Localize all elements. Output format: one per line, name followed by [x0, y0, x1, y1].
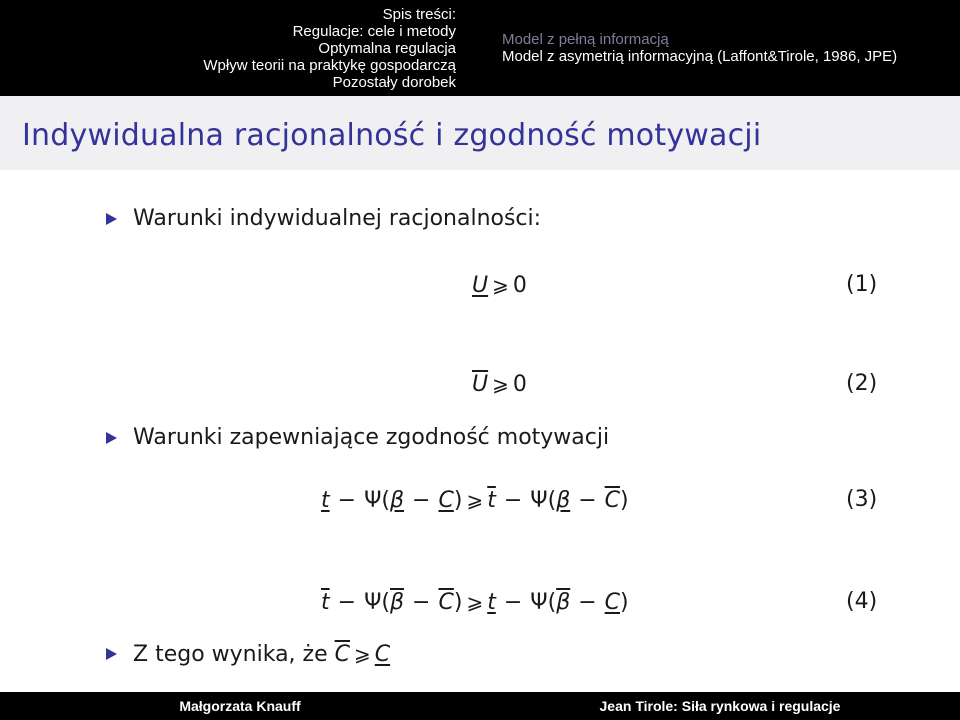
bullet-text: Z tego wynika, że $\overline{C}$ ⩾ C — [133, 642, 391, 667]
slide-title: Indywidualna racjonalność i zgodność motywacji — [22, 118, 762, 153]
nav-item-goals[interactable]: Regulacje: cele i metody — [292, 22, 456, 40]
equation-number: (3) — [846, 487, 878, 512]
bullet-triangle-icon — [106, 648, 117, 660]
equation-3: t − Ψ(β − C) ⩾ $\overline{t} - \Psi(\beta - \overline{C})$ — [321, 488, 629, 513]
equation-4: $\overline{t} - \Psi(\overline{\beta} - \overline{C})$ ⩾ $t - \Psi(\overline{\beta} - C)$ — [321, 590, 629, 615]
bullet-triangle-icon — [106, 213, 117, 225]
footer-bar — [0, 692, 960, 720]
footer-author: Małgorzata Knauff — [179, 698, 301, 714]
section-nav — [0, 0, 480, 96]
nav-item-optimal-regulation[interactable]: Optymalna regulacja — [318, 39, 456, 57]
equation-1: U ⩾ 0 — [472, 273, 527, 298]
bullet-item — [106, 205, 541, 233]
bullet-triangle-icon — [106, 432, 117, 444]
equation-number: (2) — [846, 371, 878, 396]
equation-number: (4) — [846, 589, 878, 614]
nav-item-full-info[interactable]: Model z pełną informacją — [502, 31, 669, 48]
header-navigation — [0, 0, 960, 96]
bullet-prefix: Z tego wynika, że — [133, 642, 328, 667]
bullet-item — [106, 640, 390, 669]
nav-item-asymmetric-info[interactable]: Model z asymetrią informacyjną (Laffont&Tirole, 1986, JPE) — [502, 48, 898, 65]
bullet-text: Warunki indywidualnej racjonalności: — [133, 206, 542, 231]
footer-talk-title: Jean Tirole: Siła rynkowa i regulacje — [599, 698, 841, 714]
bullet-item — [106, 424, 609, 452]
equation-number: (1) — [846, 272, 878, 297]
nav-item-toc[interactable]: Spis treści: — [382, 5, 456, 23]
nav-item-practice[interactable]: Wpływ teorii na praktykę gospodarczą — [203, 56, 456, 74]
bullet-text: Warunki zapewniające zgodność motywacji — [133, 425, 610, 450]
nav-item-other[interactable]: Pozostały dorobek — [332, 73, 456, 91]
equation-2: $\overline{U}$ ⩾ 0 — [472, 372, 527, 397]
subsection-nav — [480, 0, 960, 96]
